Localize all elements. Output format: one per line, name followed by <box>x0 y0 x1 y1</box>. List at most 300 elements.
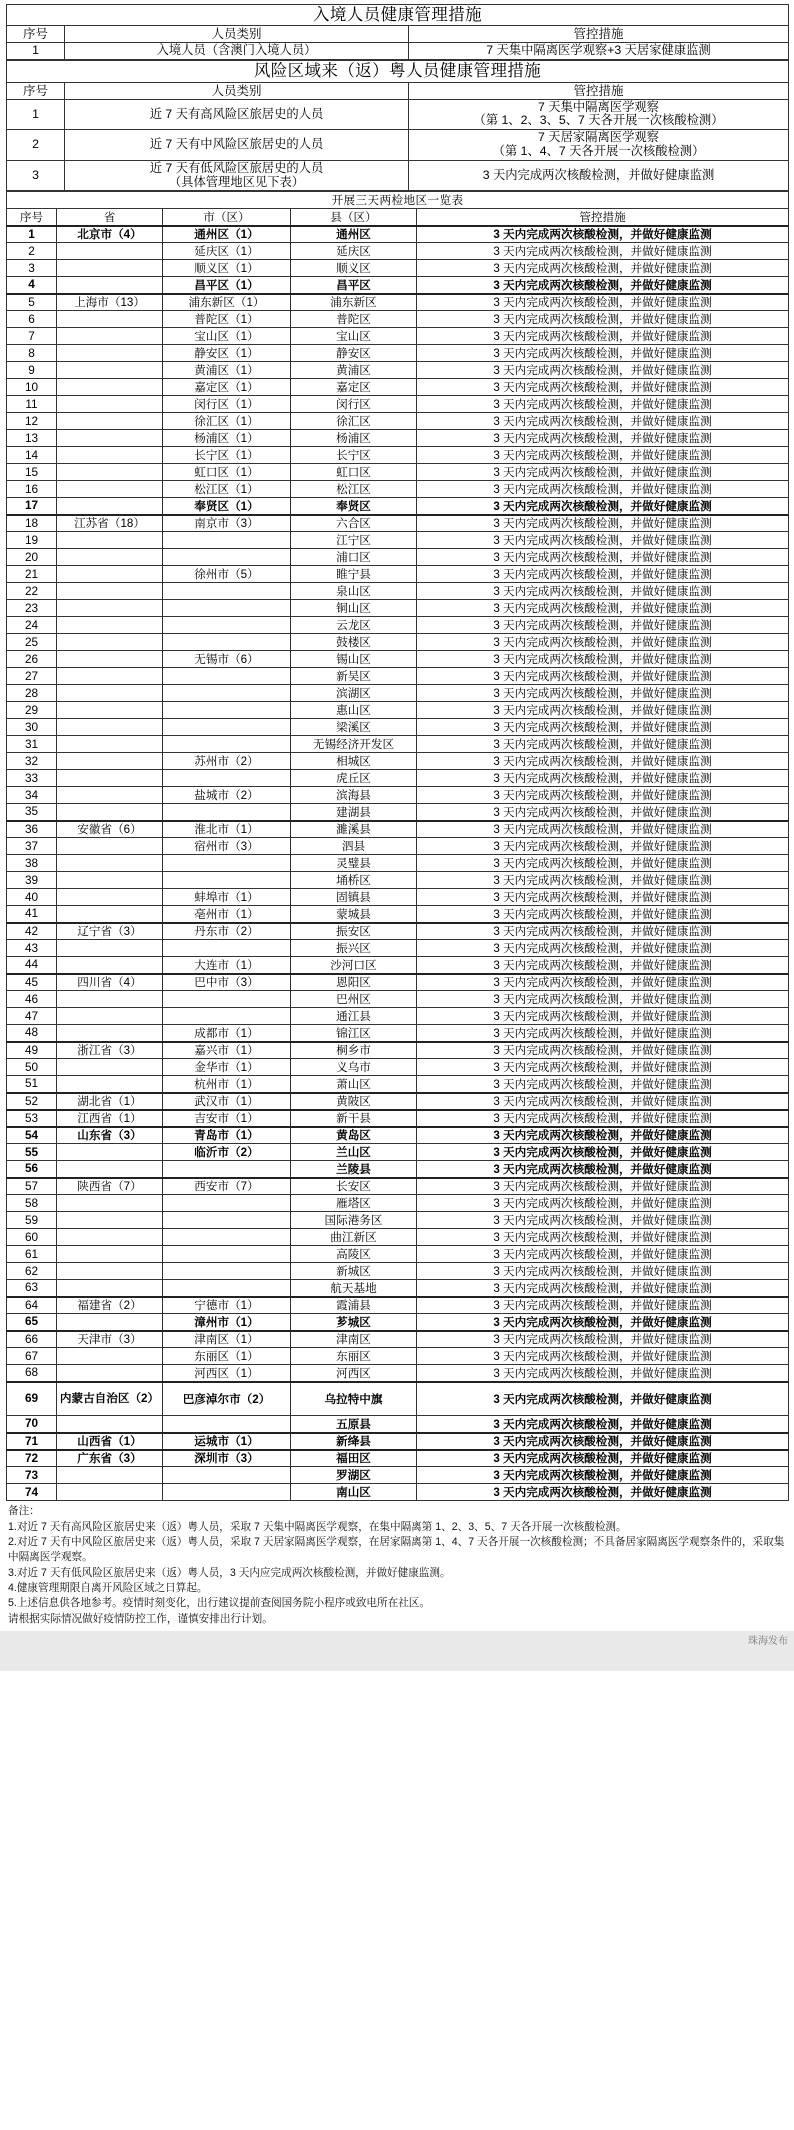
list-cell-measure: 3 天内完成两次核酸检测，并做好健康监测 <box>417 1178 789 1195</box>
list-cell-measure: 3 天内完成两次核酸检测，并做好健康监测 <box>417 1229 789 1246</box>
table-row <box>7 226 789 243</box>
list-cell-measure: 3 天内完成两次核酸检测，并做好健康监测 <box>417 345 789 362</box>
list-cell-province <box>57 1484 163 1501</box>
list-cell-province <box>57 1365 163 1382</box>
table-row <box>7 1110 789 1127</box>
list-cell-no: 29 <box>7 702 57 719</box>
list-cell-no: 54 <box>7 1127 57 1144</box>
table-row <box>7 1076 789 1093</box>
list-cell-no: 25 <box>7 634 57 651</box>
list-cell-city: 宿州市（3） <box>163 838 291 855</box>
list-cell-measure: 3 天内完成两次核酸检测，并做好健康监测 <box>417 991 789 1008</box>
list-cell-province <box>57 1076 163 1093</box>
list-cell-no: 17 <box>7 498 57 515</box>
list-cell-county: 长宁区 <box>291 447 417 464</box>
table-row <box>7 804 789 821</box>
note-item-1: 1.对近 7 天有高风险区旅居史来（返）粤人员，采取 7 天集中隔离医学观察，在集中隔离第 1、2、3、5、7 天各开展一次核酸检测。 <box>8 1520 627 1533</box>
list-cell-county: 静安区 <box>291 345 417 362</box>
list-cell-measure: 3 天内完成两次核酸检测，并做好健康监测 <box>417 821 789 838</box>
list-cell-measure: 3 天内完成两次核酸检测，并做好健康监测 <box>417 1348 789 1365</box>
list-cell-city: 巴中市（3） <box>163 974 291 991</box>
list-header-province: 省 <box>57 209 163 226</box>
list-cell-measure: 3 天内完成两次核酸检测，并做好健康监测 <box>417 1365 789 1382</box>
list-cell-province <box>57 1416 163 1433</box>
list-cell-measure: 3 天内完成两次核酸检测，并做好健康监测 <box>417 277 789 294</box>
list-cell-province <box>57 838 163 855</box>
entry-personnel-table <box>6 4 789 60</box>
list-cell-city: 延庆区（1） <box>163 243 291 260</box>
entry-table-title-row <box>7 5 789 26</box>
table-row <box>7 1297 789 1314</box>
list-cell-province <box>57 566 163 583</box>
list-cell-city <box>163 855 291 872</box>
list-cell-county: 曲江新区 <box>291 1229 417 1246</box>
list-cell-province <box>57 787 163 804</box>
list-cell-no: 69 <box>7 1382 57 1416</box>
list-cell-province <box>57 583 163 600</box>
list-cell-no: 44 <box>7 957 57 974</box>
list-cell-city <box>163 1280 291 1297</box>
list-cell-measure: 3 天内完成两次核酸检测，并做好健康监测 <box>417 1280 789 1297</box>
list-cell-province: 上海市（13） <box>57 294 163 311</box>
list-cell-county: 泗县 <box>291 838 417 855</box>
list-cell-no: 31 <box>7 736 57 753</box>
list-cell-measure: 3 天内完成两次核酸检测，并做好健康监测 <box>417 770 789 787</box>
list-cell-measure: 3 天内完成两次核酸检测，并做好健康监测 <box>417 617 789 634</box>
list-cell-measure: 3 天内完成两次核酸检测，并做好健康监测 <box>417 923 789 940</box>
list-cell-no: 72 <box>7 1450 57 1467</box>
list-cell-county: 浦口区 <box>291 549 417 566</box>
list-cell-province <box>57 906 163 923</box>
list-cell-province <box>57 991 163 1008</box>
list-cell-county: 闵行区 <box>291 396 417 413</box>
list-cell-no: 50 <box>7 1059 57 1076</box>
list-cell-county: 铜山区 <box>291 600 417 617</box>
table-row <box>7 1314 789 1331</box>
list-cell-county: 振兴区 <box>291 940 417 957</box>
list-cell-county: 杨浦区 <box>291 430 417 447</box>
risk-header-type: 人员类别 <box>65 82 409 99</box>
table-row <box>7 345 789 362</box>
list-table-title-row <box>7 192 789 209</box>
list-cell-no: 58 <box>7 1195 57 1212</box>
list-cell-no: 41 <box>7 906 57 923</box>
list-cell-city: 奉贤区（1） <box>163 498 291 515</box>
list-cell-province <box>57 447 163 464</box>
list-cell-no: 27 <box>7 668 57 685</box>
list-cell-city: 蚌埠市（1） <box>163 889 291 906</box>
list-cell-city <box>163 991 291 1008</box>
list-cell-no: 12 <box>7 413 57 430</box>
list-cell-county: 黄岛区 <box>291 1127 417 1144</box>
note-item-2: 2.对近 7 天有中风险区旅居史来（返）粤人员，采取 7 天居家隔离医学观察，在居家隔离第 1、4、7 天各开展一次核酸检测；不具备居家隔离医学观察条件的，采取集中隔离医学观察。 <box>8 1536 785 1564</box>
list-header-county: 县（区） <box>291 209 417 226</box>
list-cell-city: 宝山区（1） <box>163 328 291 345</box>
footer-source-tag: 珠海发布 <box>748 1636 788 1648</box>
list-cell-no: 52 <box>7 1093 57 1110</box>
list-cell-measure: 3 天内完成两次核酸检测，并做好健康监测 <box>417 787 789 804</box>
list-cell-city: 苏州市（2） <box>163 753 291 770</box>
list-cell-measure: 3 天内完成两次核酸检测，并做好健康监测 <box>417 719 789 736</box>
entry-header-measure: 管控措施 <box>409 26 789 43</box>
table-row <box>7 1212 789 1229</box>
list-cell-city: 丹东市（2） <box>163 923 291 940</box>
list-cell-county: 嘉定区 <box>291 379 417 396</box>
notes-heading: 备注： <box>8 1505 40 1518</box>
list-cell-city: 浦东新区（1） <box>163 294 291 311</box>
list-cell-measure: 3 天内完成两次核酸检测，并做好健康监测 <box>417 1008 789 1025</box>
list-cell-measure: 3 天内完成两次核酸检测，并做好健康监测 <box>417 396 789 413</box>
list-cell-province <box>57 855 163 872</box>
list-cell-no: 28 <box>7 685 57 702</box>
list-cell-city <box>163 1467 291 1484</box>
list-cell-no: 21 <box>7 566 57 583</box>
list-cell-no: 74 <box>7 1484 57 1501</box>
list-cell-county: 惠山区 <box>291 702 417 719</box>
list-cell-no: 57 <box>7 1178 57 1195</box>
list-cell-county: 奉贤区 <box>291 498 417 515</box>
table-row <box>7 685 789 702</box>
list-cell-no: 40 <box>7 889 57 906</box>
list-cell-no: 6 <box>7 311 57 328</box>
list-cell-measure: 3 天内完成两次核酸检测，并做好健康监测 <box>417 651 789 668</box>
table-row <box>7 311 789 328</box>
table-row <box>7 1416 789 1433</box>
list-cell-county: 云龙区 <box>291 617 417 634</box>
list-cell-measure: 3 天内完成两次核酸检测，并做好健康监测 <box>417 957 789 974</box>
list-cell-city: 无锡市（6） <box>163 651 291 668</box>
list-cell-province: 山西省（1） <box>57 1433 163 1450</box>
table-row <box>7 243 789 260</box>
entry-header-no: 序号 <box>7 26 65 43</box>
table-row <box>7 43 789 60</box>
list-cell-no: 67 <box>7 1348 57 1365</box>
list-cell-county: 振安区 <box>291 923 417 940</box>
list-cell-county: 六合区 <box>291 515 417 532</box>
list-cell-province <box>57 260 163 277</box>
list-cell-measure: 3 天内完成两次核酸检测，并做好健康监测 <box>417 1212 789 1229</box>
table-row <box>7 957 789 974</box>
list-cell-no: 8 <box>7 345 57 362</box>
list-cell-city: 青岛市（1） <box>163 1127 291 1144</box>
list-cell-city <box>163 1484 291 1501</box>
risk-row-measure-line2: （第 1、4、7 天各开展一次核酸检测） <box>492 144 705 158</box>
list-cell-county: 航天基地 <box>291 1280 417 1297</box>
list-cell-no: 26 <box>7 651 57 668</box>
table-row <box>7 838 789 855</box>
list-cell-county: 福田区 <box>291 1450 417 1467</box>
list-cell-no: 64 <box>7 1297 57 1314</box>
list-cell-province <box>57 1263 163 1280</box>
list-cell-county: 蒙城县 <box>291 906 417 923</box>
list-cell-measure: 3 天内完成两次核酸检测，并做好健康监测 <box>417 498 789 515</box>
list-cell-city <box>163 1263 291 1280</box>
list-cell-no: 20 <box>7 549 57 566</box>
list-cell-city <box>163 1416 291 1433</box>
list-cell-province: 天津市（3） <box>57 1331 163 1348</box>
list-cell-city <box>163 702 291 719</box>
list-cell-county: 睢宁县 <box>291 566 417 583</box>
list-cell-county: 长安区 <box>291 1178 417 1195</box>
list-cell-no: 36 <box>7 821 57 838</box>
table-row <box>7 753 789 770</box>
table-row <box>7 362 789 379</box>
list-cell-city <box>163 634 291 651</box>
list-cell-measure: 3 天内完成两次核酸检测，并做好健康监测 <box>417 294 789 311</box>
list-cell-no: 18 <box>7 515 57 532</box>
risk-row-type <box>65 160 409 191</box>
list-cell-city: 武汉市（1） <box>163 1093 291 1110</box>
list-cell-county: 无锡经济开发区 <box>291 736 417 753</box>
notes-items <box>8 1520 787 1612</box>
list-cell-county: 虎丘区 <box>291 770 417 787</box>
list-cell-no: 11 <box>7 396 57 413</box>
table-row <box>7 940 789 957</box>
list-cell-no: 22 <box>7 583 57 600</box>
table-row <box>7 498 789 515</box>
list-cell-city <box>163 940 291 957</box>
list-cell-no: 46 <box>7 991 57 1008</box>
list-cell-county: 津南区 <box>291 1331 417 1348</box>
table-row <box>7 130 789 161</box>
list-cell-no: 32 <box>7 753 57 770</box>
list-cell-city: 嘉兴市（1） <box>163 1042 291 1059</box>
list-cell-measure: 3 天内完成两次核酸检测，并做好健康监测 <box>417 1025 789 1042</box>
entry-table-title: 入境人员健康管理措施 <box>7 5 789 26</box>
list-cell-measure: 3 天内完成两次核酸检测，并做好健康监测 <box>417 1450 789 1467</box>
entry-row-no: 1 <box>7 43 65 60</box>
list-cell-province <box>57 345 163 362</box>
list-cell-province <box>57 1008 163 1025</box>
risk-row-no: 1 <box>7 99 65 130</box>
list-cell-city: 松江区（1） <box>163 481 291 498</box>
list-cell-no: 70 <box>7 1416 57 1433</box>
table-row <box>7 855 789 872</box>
table-row <box>7 160 789 191</box>
list-cell-city <box>163 685 291 702</box>
table-row <box>7 260 789 277</box>
list-cell-no: 42 <box>7 923 57 940</box>
table-row <box>7 702 789 719</box>
list-cell-no: 33 <box>7 770 57 787</box>
list-cell-city: 大连市（1） <box>163 957 291 974</box>
list-cell-measure: 3 天内完成两次核酸检测，并做好健康监测 <box>417 855 789 872</box>
table-row <box>7 566 789 583</box>
list-cell-county: 通江县 <box>291 1008 417 1025</box>
list-cell-measure: 3 天内完成两次核酸检测，并做好健康监测 <box>417 260 789 277</box>
list-cell-county: 普陀区 <box>291 311 417 328</box>
list-cell-city: 静安区（1） <box>163 345 291 362</box>
list-cell-county: 泉山区 <box>291 583 417 600</box>
list-cell-measure: 3 天内完成两次核酸检测，并做好健康监测 <box>417 1382 789 1416</box>
table-row <box>7 1467 789 1484</box>
list-cell-no: 23 <box>7 600 57 617</box>
list-cell-city <box>163 770 291 787</box>
table-row <box>7 651 789 668</box>
list-cell-city: 长宁区（1） <box>163 447 291 464</box>
table-row <box>7 1246 789 1263</box>
list-cell-province <box>57 277 163 294</box>
list-cell-province <box>57 600 163 617</box>
list-cell-city: 徐州市（5） <box>163 566 291 583</box>
list-cell-no: 59 <box>7 1212 57 1229</box>
list-cell-measure: 3 天内完成两次核酸检测，并做好健康监测 <box>417 413 789 430</box>
list-cell-no: 62 <box>7 1263 57 1280</box>
list-cell-measure: 3 天内完成两次核酸检测，并做好健康监测 <box>417 889 789 906</box>
list-cell-city: 运城市（1） <box>163 1433 291 1450</box>
list-cell-measure: 3 天内完成两次核酸检测，并做好健康监测 <box>417 1042 789 1059</box>
list-cell-measure: 3 天内完成两次核酸检测，并做好健康监测 <box>417 226 789 243</box>
list-cell-province <box>57 481 163 498</box>
footer-bar <box>0 1631 794 1671</box>
table-row <box>7 1348 789 1365</box>
list-cell-province: 浙江省（3） <box>57 1042 163 1059</box>
list-cell-province <box>57 702 163 719</box>
list-cell-province <box>57 719 163 736</box>
list-cell-province <box>57 651 163 668</box>
risk-area-personnel-table <box>6 60 789 191</box>
notes-block <box>6 1501 788 1629</box>
list-cell-no: 71 <box>7 1433 57 1450</box>
list-cell-city: 徐汇区（1） <box>163 413 291 430</box>
table-row <box>7 464 789 481</box>
list-cell-no: 43 <box>7 940 57 957</box>
table-row <box>7 600 789 617</box>
list-cell-county: 河西区 <box>291 1365 417 1382</box>
list-cell-no: 56 <box>7 1161 57 1178</box>
list-cell-province <box>57 617 163 634</box>
list-cell-no: 48 <box>7 1025 57 1042</box>
table-row <box>7 515 789 532</box>
list-header-measure: 管控措施 <box>417 209 789 226</box>
table-row <box>7 1365 789 1382</box>
list-table-body <box>7 226 789 1501</box>
table-row <box>7 430 789 447</box>
list-cell-city: 南京市（3） <box>163 515 291 532</box>
list-cell-county: 昌平区 <box>291 277 417 294</box>
list-cell-measure: 3 天内完成两次核酸检测，并做好健康监测 <box>417 702 789 719</box>
list-cell-city: 吉安市（1） <box>163 1110 291 1127</box>
list-cell-province <box>57 311 163 328</box>
table-row <box>7 1195 789 1212</box>
list-cell-measure: 3 天内完成两次核酸检测，并做好健康监测 <box>417 906 789 923</box>
table-row <box>7 991 789 1008</box>
list-cell-city: 金华市（1） <box>163 1059 291 1076</box>
list-cell-measure: 3 天内完成两次核酸检测，并做好健康监测 <box>417 1314 789 1331</box>
list-cell-city: 闵行区（1） <box>163 396 291 413</box>
list-cell-county: 国际港务区 <box>291 1212 417 1229</box>
list-cell-city: 宁德市（1） <box>163 1297 291 1314</box>
list-cell-province <box>57 1025 163 1042</box>
list-cell-province <box>57 634 163 651</box>
list-cell-measure: 3 天内完成两次核酸检测，并做好健康监测 <box>417 328 789 345</box>
note-item-4: 4.健康管理期限自离开风险区域之日算起。 <box>8 1582 208 1595</box>
list-cell-city <box>163 872 291 889</box>
table-row <box>7 1331 789 1348</box>
risk-row-type-line1: 近 7 天有中风险区旅居史的人员 <box>149 137 324 152</box>
list-cell-county: 义乌市 <box>291 1059 417 1076</box>
list-cell-no: 45 <box>7 974 57 991</box>
list-cell-province <box>57 396 163 413</box>
list-cell-province: 广东省（3） <box>57 1450 163 1467</box>
risk-header-no: 序号 <box>7 82 65 99</box>
risk-table-header-row <box>7 82 789 99</box>
table-row <box>7 1059 789 1076</box>
list-cell-province <box>57 1348 163 1365</box>
list-cell-province <box>57 685 163 702</box>
list-cell-county: 东丽区 <box>291 1348 417 1365</box>
list-cell-measure: 3 天内完成两次核酸检测，并做好健康监测 <box>417 583 789 600</box>
list-cell-measure: 3 天内完成两次核酸检测，并做好健康监测 <box>417 532 789 549</box>
list-cell-county: 桐乡市 <box>291 1042 417 1059</box>
list-cell-no: 13 <box>7 430 57 447</box>
list-cell-no: 5 <box>7 294 57 311</box>
list-cell-city: 巴彦淖尔市（2） <box>163 1382 291 1416</box>
list-cell-city: 黄浦区（1） <box>163 362 291 379</box>
list-cell-city <box>163 804 291 821</box>
list-cell-measure: 3 天内完成两次核酸检测，并做好健康监测 <box>417 736 789 753</box>
list-cell-measure: 3 天内完成两次核酸检测，并做好健康监测 <box>417 447 789 464</box>
list-cell-no: 2 <box>7 243 57 260</box>
list-cell-county: 乌拉特中旗 <box>291 1382 417 1416</box>
table-row <box>7 889 789 906</box>
list-cell-province <box>57 736 163 753</box>
table-row <box>7 99 789 130</box>
entry-row-measure: 7 天集中隔离医学观察+3 天居家健康监测 <box>409 43 789 60</box>
table-row <box>7 1280 789 1297</box>
risk-row-measure <box>409 160 789 191</box>
list-cell-measure: 3 天内完成两次核酸检测，并做好健康监测 <box>417 1433 789 1450</box>
table-row <box>7 549 789 566</box>
list-cell-province <box>57 464 163 481</box>
list-cell-province: 山东省（3） <box>57 1127 163 1144</box>
list-cell-province <box>57 362 163 379</box>
list-cell-city: 东丽区（1） <box>163 1348 291 1365</box>
list-cell-province <box>57 1229 163 1246</box>
list-cell-county: 沙河口区 <box>291 957 417 974</box>
list-cell-county: 新干县 <box>291 1110 417 1127</box>
list-cell-measure: 3 天内完成两次核酸检测，并做好健康监测 <box>417 753 789 770</box>
list-cell-county: 灵璧县 <box>291 855 417 872</box>
list-cell-measure: 3 天内完成两次核酸检测，并做好健康监测 <box>417 668 789 685</box>
list-cell-county: 恩阳区 <box>291 974 417 991</box>
list-cell-measure: 3 天内完成两次核酸检测，并做好健康监测 <box>417 1297 789 1314</box>
list-cell-county: 江宁区 <box>291 532 417 549</box>
table-row <box>7 1161 789 1178</box>
list-cell-province: 安徽省（6） <box>57 821 163 838</box>
list-cell-city <box>163 1195 291 1212</box>
list-cell-city: 成都市（1） <box>163 1025 291 1042</box>
list-cell-province <box>57 940 163 957</box>
list-cell-measure: 3 天内完成两次核酸检测，并做好健康监测 <box>417 685 789 702</box>
list-cell-no: 37 <box>7 838 57 855</box>
list-cell-province <box>57 328 163 345</box>
list-cell-province <box>57 1144 163 1161</box>
table-row <box>7 770 789 787</box>
table-row <box>7 1042 789 1059</box>
list-cell-city <box>163 736 291 753</box>
risk-row-type <box>65 99 409 130</box>
table-row <box>7 532 789 549</box>
risk-row-measure <box>409 130 789 161</box>
list-cell-no: 38 <box>7 855 57 872</box>
list-cell-county: 新绛县 <box>291 1433 417 1450</box>
list-cell-county: 宝山区 <box>291 328 417 345</box>
list-cell-county: 黄陂区 <box>291 1093 417 1110</box>
risk-row-no: 2 <box>7 130 65 161</box>
list-cell-no: 7 <box>7 328 57 345</box>
list-cell-no: 51 <box>7 1076 57 1093</box>
